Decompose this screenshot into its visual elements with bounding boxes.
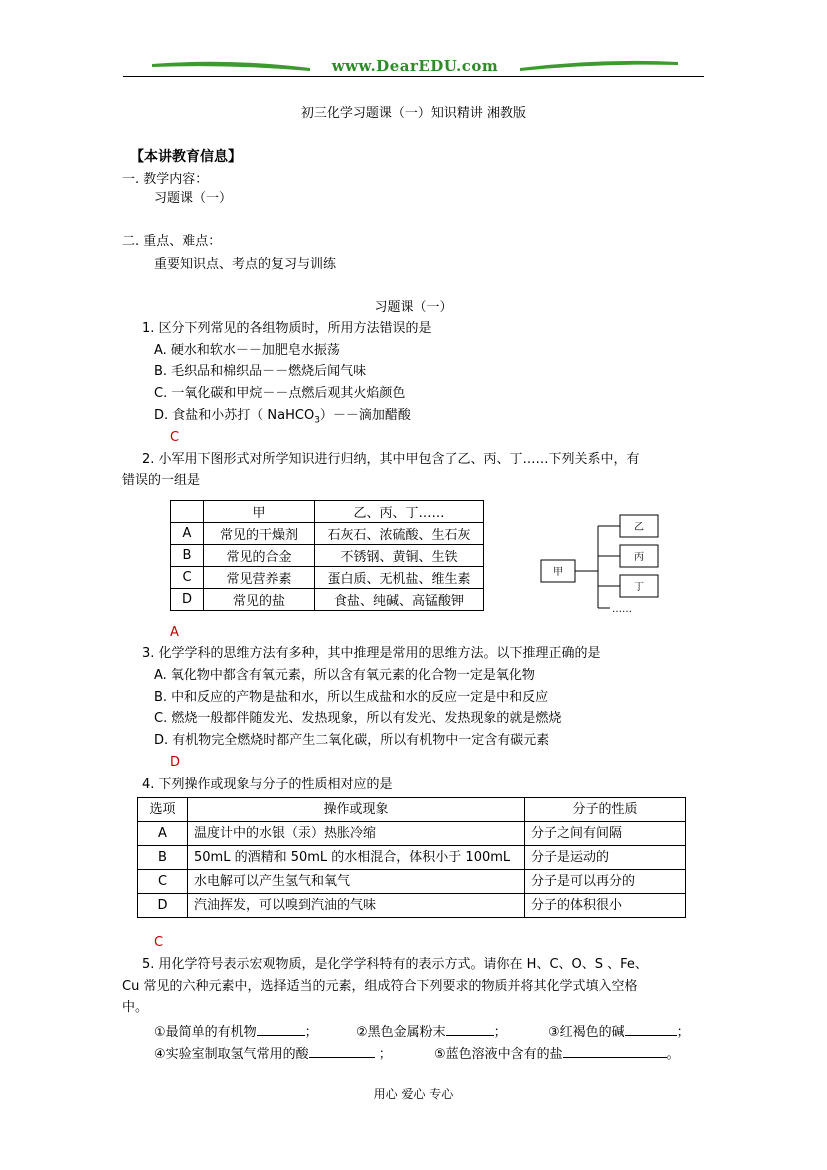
table-row xyxy=(171,545,484,567)
answer-blank[interactable] xyxy=(625,1021,677,1036)
table-cell: 分子之间有间隔 xyxy=(525,822,686,846)
q5-item-3: ③红褐色的碱 ； xyxy=(548,1021,690,1042)
table-cell: 温度计中的水银（汞）热胀冷缩 xyxy=(188,822,525,846)
table-row xyxy=(171,567,484,589)
diagram-more-label: …… xyxy=(612,604,632,615)
table-cell: 乙、丙、丁…… xyxy=(315,501,484,523)
q3-option-b: B. 中和反应的产物是盐和水，所以生成盐和水的反应一定是中和反应 xyxy=(154,690,549,705)
table-cell: A xyxy=(171,523,204,545)
q1-option-c: C. 一氧化碳和甲烷－－点燃后观其火焰颜色 xyxy=(154,386,406,401)
q4-answer: C xyxy=(154,935,164,950)
q1-option-b: B. 毛织品和棉织品－－燃烧后闻气味 xyxy=(154,364,367,379)
table-cell: 甲 xyxy=(204,501,315,523)
table-cell: D xyxy=(138,894,188,918)
table-cell: 操作或现象 xyxy=(188,798,525,822)
table-cell: 50mL 的酒精和 50mL 的水相混合，体积小于 100mL xyxy=(188,846,525,870)
q5-item-4: ④实验室制取氢气常用的酸 ； xyxy=(154,1043,392,1064)
q5-line1: 5. 用化学符号表示宏观物质，是化学学科特有的表示方式。请你在 H、C、O、S 、Fe、 xyxy=(142,957,648,972)
site-logo xyxy=(150,56,680,78)
part1-content: 习题课（一） xyxy=(154,191,233,206)
table-cell: 分子的体积很小 xyxy=(525,894,686,918)
q5-line2: Cu 常见的六种元素中，选择适当的元素，组成符合下列要求的物质并将其化学式填入空格 xyxy=(122,979,638,994)
section-heading: 【本讲教育信息】 xyxy=(130,149,242,165)
table-cell: 石灰石、浓硫酸、生石灰 xyxy=(315,523,484,545)
table-cell: 常见的干燥剂 xyxy=(204,523,315,545)
exercise-title: 习题课（一） xyxy=(374,300,453,315)
table-cell: 不锈钢、黄铜、生铁 xyxy=(315,545,484,567)
table-cell: 分子是运动的 xyxy=(525,846,686,870)
q3-option-c: C. 燃烧一般都伴随发光、发热现象，所以有发光、发热现象的就是燃烧 xyxy=(154,711,562,726)
q3-option-a: A. 氧化物中都含有氧元素，所以含有氧元素的化合物一定是氧化物 xyxy=(154,668,535,683)
table-header-row xyxy=(138,798,686,822)
table-cell: C xyxy=(138,870,188,894)
q5-line3: 中。 xyxy=(122,1000,149,1015)
answer-blank[interactable] xyxy=(446,1021,494,1036)
q1-option-a: A. 硬水和软水－－加肥皂水振荡 xyxy=(154,343,340,358)
q4-table xyxy=(137,797,686,918)
table-cell: 蛋白质、无机盐、维生素 xyxy=(315,567,484,589)
q1-answer: C xyxy=(170,430,180,445)
q5-item-2: ②黑色金属粉末 ； xyxy=(356,1021,507,1042)
q1-stem: 1. 区分下列常见的各组物质时，所用方法错误的是 xyxy=(142,321,432,336)
q5-item-1: ①最简单的有机物 ； xyxy=(154,1021,318,1042)
table-cell: 水电解可以产生氢气和氧气 xyxy=(188,870,525,894)
page-title: 初三化学习题课（一）知识精讲 湘教版 xyxy=(300,106,527,121)
answer-blank[interactable] xyxy=(257,1021,305,1036)
table-cell xyxy=(171,501,204,523)
q2-stem-line1: 2. 小军用下图形式对所学知识进行归纳，其中甲包含了乙、丙、丁……下列关系中，有 xyxy=(142,452,640,467)
table-cell: 常见营养素 xyxy=(204,567,315,589)
q4-stem: 4. 下列操作或现象与分子的性质相对应的是 xyxy=(142,777,393,792)
table-row xyxy=(138,870,686,894)
logo-text: www.DearEDU.com xyxy=(331,57,499,75)
table-cell: 分子是可以再分的 xyxy=(525,870,686,894)
q5-item-5: ⑤蓝色溶液中含有的盐 。 xyxy=(434,1043,680,1064)
q3-option-d: D. 有机物完全燃烧时都产生二氧化碳，所以有机物中一定含有碳元素 xyxy=(154,733,550,748)
table-cell: D xyxy=(171,589,204,611)
table-cell: A xyxy=(138,822,188,846)
table-cell: 常见的合金 xyxy=(204,545,315,567)
q2-hierarchy-diagram xyxy=(538,508,668,618)
table-cell: 食盐、纯碱、高锰酸钾 xyxy=(315,589,484,611)
header-rule xyxy=(123,76,704,77)
q2-stem-line2: 错误的一组是 xyxy=(122,473,201,488)
table-cell: 常见的盐 xyxy=(204,589,315,611)
table-row xyxy=(138,894,686,918)
table-header-row xyxy=(171,501,484,523)
answer-blank[interactable] xyxy=(309,1043,375,1058)
q2-table xyxy=(170,500,484,611)
table-cell: 分子的性质 xyxy=(525,798,686,822)
answer-blank[interactable] xyxy=(563,1043,667,1058)
part2-label: 二. 重点、难点： xyxy=(122,234,222,249)
table-row xyxy=(171,589,484,611)
diagram-child-label: 乙 xyxy=(634,522,644,533)
table-cell: B xyxy=(171,545,204,567)
q3-stem: 3. 化学学科的思维方法有多种，其中推理是常用的思维方法。以下推理正确的是 xyxy=(142,646,601,661)
table-cell: C xyxy=(171,567,204,589)
q1-option-d: D. 食盐和小苏打（ NaHCO$_3$）－－滴加醋酸 xyxy=(154,408,411,426)
table-row xyxy=(138,846,686,870)
table-row xyxy=(138,822,686,846)
diagram-child-label: 丁 xyxy=(634,582,644,593)
part1-label: 一. 教学内容： xyxy=(122,172,209,187)
diagram-child-label: 丙 xyxy=(634,552,644,563)
q3-answer: D xyxy=(170,755,181,770)
table-row xyxy=(171,523,484,545)
table-cell: B xyxy=(138,846,188,870)
table-cell: 选项 xyxy=(138,798,188,822)
page-footer: 用心 爱心 专心 xyxy=(373,1087,454,1101)
table-cell: 汽油挥发，可以嗅到汽油的气味 xyxy=(188,894,525,918)
diagram-root-label: 甲 xyxy=(553,567,563,578)
part2-content: 重要知识点、考点的复习与训练 xyxy=(154,257,337,272)
q2-answer: A xyxy=(170,625,179,640)
